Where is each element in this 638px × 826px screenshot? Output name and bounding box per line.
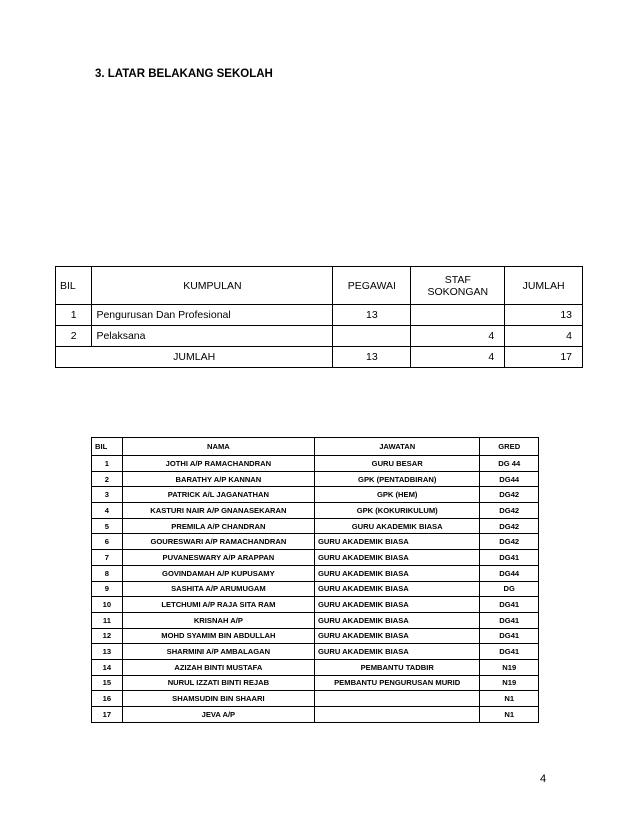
cell-jawatan: GPK (PENTADBIRAN) <box>314 471 479 487</box>
cell-jawatan: GURU AKADEMIK BIASA <box>314 550 479 566</box>
cell-gred: DG44 <box>480 471 539 487</box>
cell-nama: GOURESWARI A/P RAMACHANDRAN <box>122 534 314 550</box>
cell-gred: N1 <box>480 707 539 723</box>
cell-gred: DG44 <box>480 565 539 581</box>
header-bil: BIL <box>92 438 123 456</box>
cell-bil: 11 <box>92 612 123 628</box>
staff-header-row <box>92 438 539 456</box>
cell-bil: 1 <box>92 456 123 472</box>
table-row <box>92 628 539 644</box>
table-row <box>92 675 539 691</box>
cell-nama: GOVINDAMAH A/P KUPUSAMY <box>122 565 314 581</box>
cell-bil: 12 <box>92 628 123 644</box>
table-row <box>92 644 539 660</box>
cell-jumlah: 13 <box>505 305 583 326</box>
cell-jawatan: GPK (HEM) <box>314 487 479 503</box>
cell-jawatan <box>314 691 479 707</box>
cell-bil: 13 <box>92 644 123 660</box>
cell-bil: 10 <box>92 597 123 613</box>
cell-jawatan: GPK (KOKURIKULUM) <box>314 503 479 519</box>
total-staf: 4 <box>411 347 505 368</box>
cell-jawatan: GURU AKADEMIK BIASA <box>314 597 479 613</box>
cell-bil: 2 <box>56 326 92 347</box>
cell-kumpulan: Pengurusan Dan Profesional <box>92 305 333 326</box>
cell-gred: DG42 <box>480 518 539 534</box>
cell-bil: 16 <box>92 691 123 707</box>
cell-jawatan: GURU AKADEMIK BIASA <box>314 518 479 534</box>
cell-nama: KRISNAH A/P <box>122 612 314 628</box>
header-jumlah: JUMLAH <box>505 267 583 305</box>
summary-table <box>55 266 583 368</box>
cell-gred: DG41 <box>480 550 539 566</box>
cell-gred: DG42 <box>480 487 539 503</box>
section-title: 3. LATAR BELAKANG SEKOLAH <box>95 68 273 80</box>
cell-gred: DG <box>480 581 539 597</box>
staff-table-body <box>92 456 539 723</box>
cell-staf <box>411 305 505 326</box>
cell-gred: N19 <box>480 659 539 675</box>
cell-gred: DG41 <box>480 628 539 644</box>
cell-bil: 9 <box>92 581 123 597</box>
header-jawatan: JAWATAN <box>314 438 479 456</box>
staff-table <box>91 437 539 723</box>
table-row <box>92 612 539 628</box>
header-nama: NAMA <box>122 438 314 456</box>
cell-nama: PREMILA A/P CHANDRAN <box>122 518 314 534</box>
cell-gred: DG42 <box>480 534 539 550</box>
cell-jawatan: GURU AKADEMIK BIASA <box>314 565 479 581</box>
cell-nama: BARATHY A/P KANNAN <box>122 471 314 487</box>
cell-jumlah: 4 <box>505 326 583 347</box>
cell-nama: KASTURI NAIR A/P GNANASEKARAN <box>122 503 314 519</box>
cell-bil: 5 <box>92 518 123 534</box>
cell-bil: 7 <box>92 550 123 566</box>
cell-gred: DG41 <box>480 597 539 613</box>
header-bil: BIL <box>56 267 92 305</box>
cell-nama: SASHITA A/P ARUMUGAM <box>122 581 314 597</box>
total-row <box>56 347 583 368</box>
cell-staf: 4 <box>411 326 505 347</box>
header-staf-line2: SOKONGAN <box>427 285 489 298</box>
header-staf-line1: STAF <box>444 273 471 286</box>
table-row <box>92 707 539 723</box>
table-row <box>92 518 539 534</box>
cell-bil: 3 <box>92 487 123 503</box>
cell-bil: 6 <box>92 534 123 550</box>
cell-nama: MOHD SYAMIM BIN ABDULLAH <box>122 628 314 644</box>
cell-bil: 17 <box>92 707 123 723</box>
cell-gred: N19 <box>480 675 539 691</box>
table-row <box>56 305 583 326</box>
header-pegawai: PEGAWAI <box>333 267 411 305</box>
cell-jawatan: GURU AKADEMIK BIASA <box>314 534 479 550</box>
cell-gred: N1 <box>480 691 539 707</box>
cell-bil: 14 <box>92 659 123 675</box>
cell-nama: JOTHI A/P RAMACHANDRAN <box>122 456 314 472</box>
table-row <box>92 456 539 472</box>
total-pegawai: 13 <box>333 347 411 368</box>
header-staf-sokongan <box>411 267 505 305</box>
cell-nama: LETCHUMI A/P RAJA SITA RAM <box>122 597 314 613</box>
total-label: JUMLAH <box>56 347 333 368</box>
cell-jawatan <box>314 707 479 723</box>
cell-nama: SHAMSUDIN BIN SHAARI <box>122 691 314 707</box>
table-row <box>92 503 539 519</box>
summary-header-row <box>56 267 583 305</box>
table-row <box>92 581 539 597</box>
cell-bil: 4 <box>92 503 123 519</box>
cell-jawatan: GURU AKADEMIK BIASA <box>314 628 479 644</box>
cell-gred: DG41 <box>480 644 539 660</box>
cell-jawatan: PEMBANTU PENGURUSAN MURID <box>314 675 479 691</box>
header-gred: GRED <box>480 438 539 456</box>
cell-nama: JEVA A/P <box>122 707 314 723</box>
table-row <box>56 326 583 347</box>
table-row <box>92 565 539 581</box>
cell-jawatan: GURU AKADEMIK BIASA <box>314 644 479 660</box>
cell-bil: 15 <box>92 675 123 691</box>
cell-pegawai <box>333 326 411 347</box>
cell-jawatan: GURU AKADEMIK BIASA <box>314 581 479 597</box>
header-kumpulan: KUMPULAN <box>92 267 333 305</box>
cell-nama: NURUL IZZATI BINTI REJAB <box>122 675 314 691</box>
cell-kumpulan: Pelaksana <box>92 326 333 347</box>
table-row <box>92 534 539 550</box>
cell-jawatan: GURU BESAR <box>314 456 479 472</box>
cell-nama: SHARMINI A/P AMBALAGAN <box>122 644 314 660</box>
table-row <box>92 659 539 675</box>
table-row <box>92 597 539 613</box>
table-row <box>92 471 539 487</box>
cell-bil: 2 <box>92 471 123 487</box>
cell-gred: DG 44 <box>480 456 539 472</box>
page-number: 4 <box>540 773 547 785</box>
cell-bil: 1 <box>56 305 92 326</box>
table-row <box>92 550 539 566</box>
cell-gred: DG41 <box>480 612 539 628</box>
table-row <box>92 691 539 707</box>
cell-pegawai: 13 <box>333 305 411 326</box>
total-jumlah: 17 <box>505 347 583 368</box>
cell-nama: PUVANESWARY A/P ARAPPAN <box>122 550 314 566</box>
table-row <box>92 487 539 503</box>
cell-jawatan: PEMBANTU TADBIR <box>314 659 479 675</box>
cell-nama: PATRICK A/L JAGANATHAN <box>122 487 314 503</box>
cell-jawatan: GURU AKADEMIK BIASA <box>314 612 479 628</box>
cell-nama: AZIZAH BINTI MUSTAFA <box>122 659 314 675</box>
cell-bil: 8 <box>92 565 123 581</box>
cell-gred: DG42 <box>480 503 539 519</box>
